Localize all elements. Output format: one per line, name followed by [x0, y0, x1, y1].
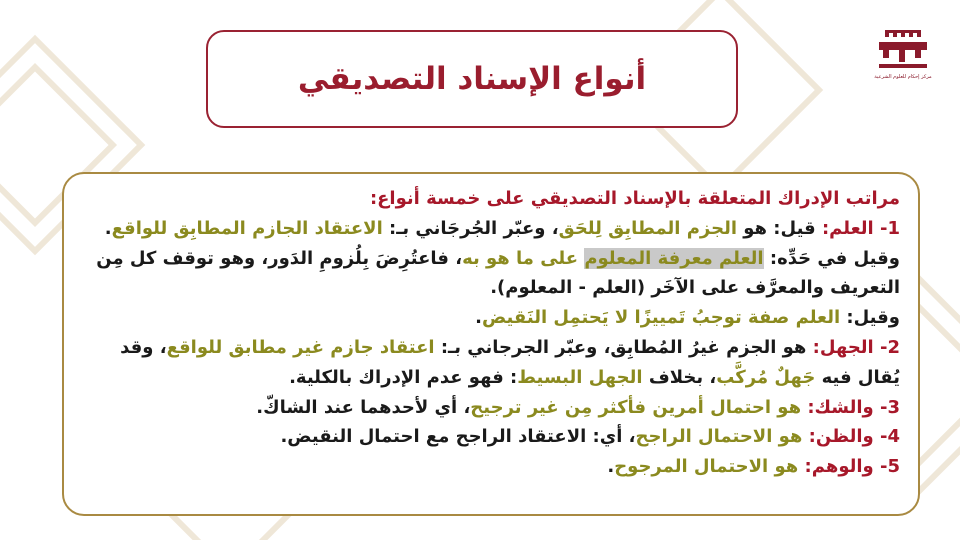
text-segment: على ما هو به	[462, 247, 585, 269]
text-segment: هو الاحتمال المرجوح	[614, 456, 799, 478]
text-segment: ، أي: الاعتقاد الراجح مع احتمال النقيض.	[280, 426, 636, 448]
text-segment: قيل: هو	[737, 217, 816, 239]
title-box	[206, 30, 738, 128]
content-box	[62, 172, 920, 516]
text-segment: 3- والشك:	[801, 396, 900, 418]
text-segment: 4- والظن:	[802, 426, 900, 448]
text-segment: هو احتمال أمرين فأكثر مِن غير ترجيح	[470, 396, 802, 418]
text-segment: جَهلٌ مُركَّب	[716, 366, 816, 388]
text-line	[80, 363, 900, 393]
text-line	[80, 184, 900, 214]
text-segment: ، وعبّر الجُرجَاني بـ:	[382, 217, 559, 239]
text-segment: هو الجزم غيرُ المُطابِق، وعبّر الجرجاني بـ:	[434, 336, 807, 358]
text-line	[80, 452, 900, 482]
text-segment: ، بخلاف	[642, 366, 717, 388]
text-segment: الاعتقاد الجازم المطابِق للواقع	[111, 217, 383, 239]
text-segment: وقيل في حَدِّه:	[763, 247, 900, 269]
text-line	[80, 273, 900, 303]
text-segment: .	[607, 456, 615, 478]
page-title: أنواع الإسناد التصديقي	[297, 61, 647, 97]
text-segment: 5- والوهم:	[798, 456, 900, 478]
logo-mark-icon	[875, 28, 931, 72]
text-line	[80, 333, 900, 363]
text-segment: ، وقد	[120, 336, 167, 358]
text-segment: 2- الجهل:	[806, 336, 900, 358]
text-segment: العلم صفة توجبُ تَمييزًا لا يَحتمِل النَقيض	[482, 307, 841, 329]
text-segment: العلم معرفة المعلوم	[584, 247, 764, 269]
text-line	[80, 393, 900, 423]
text-line	[80, 303, 900, 333]
text-segment: الجزم المطابِق لِلحَق	[558, 217, 737, 239]
logo-subtitle: مركز إحكام للعلوم الشرعية	[874, 74, 932, 80]
logo	[868, 28, 938, 98]
text-segment: 1- العلم:	[815, 217, 900, 239]
text-segment: التعريف والمعرَّف على الآخَر (العلم - المعلوم).	[490, 277, 900, 299]
text-segment: هو الاحتمال الراجح	[635, 426, 803, 448]
text-segment: اعتقاد جازم غير مطابق للواقع	[166, 336, 435, 358]
text-segment: ، أي لأحدهما عند الشاكّ.	[256, 396, 471, 418]
text-segment: .	[475, 307, 482, 329]
text-segment: مراتب الإدراك المتعلقة بالإسناد التصديقي على خمسة أنواع:	[369, 188, 900, 209]
text-line	[80, 214, 900, 244]
text-segment: .	[104, 217, 112, 239]
text-segment: الجهل البسيط	[517, 366, 643, 388]
text-segment: ، فاعتُرِضَ بِلُزومِ الدَور، وهو توقف كل مِن	[96, 247, 463, 269]
text-segment: وقيل:	[840, 307, 900, 329]
text-segment: يُقال فيه	[815, 366, 900, 388]
text-line	[80, 244, 900, 274]
text-line	[80, 422, 900, 452]
text-segment: : فهو عدم الإدراك بالكلية.	[289, 366, 518, 388]
